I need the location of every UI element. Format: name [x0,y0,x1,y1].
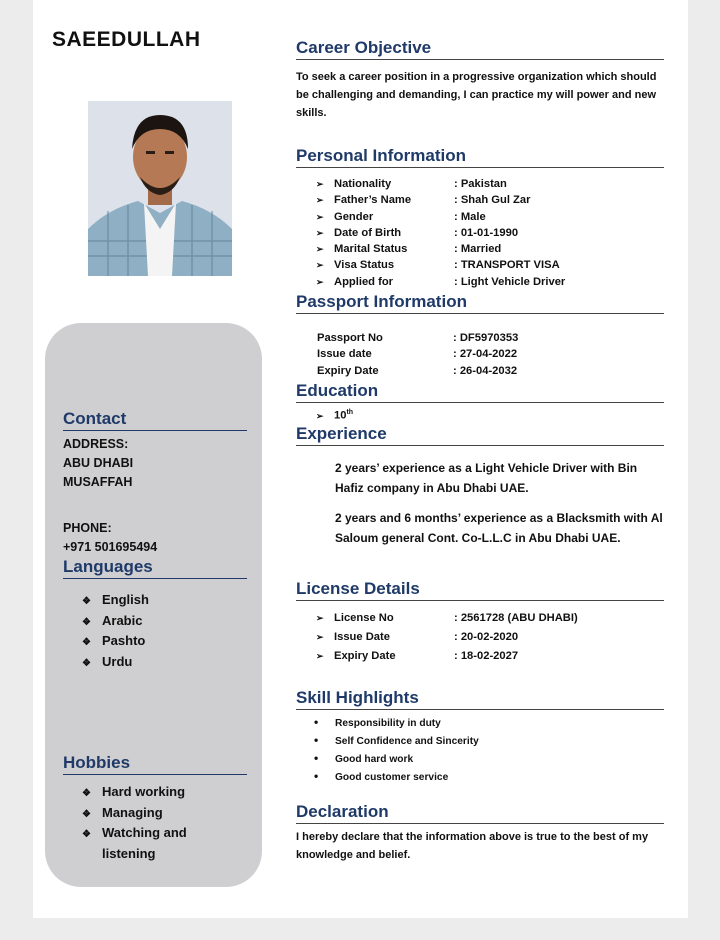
declaration-heading: Declaration [296,802,664,824]
table-row: ➢ Gender : Male [316,209,565,225]
contact-heading: Contact [63,409,247,431]
phone-block [63,519,157,557]
list-item: ❖ Arabic [82,612,149,633]
passport-info-heading: Passport Information [296,292,664,314]
candidate-name: SAEEDULLAH [52,28,201,51]
table-row: ➢ Nationality : Pakistan [316,176,565,192]
list-item: ❖ Managing [82,804,187,825]
personal-info-heading: Personal Information [296,146,664,168]
career-objective-heading: Career Objective [296,38,664,60]
arrow-bullet-icon: ➢ [316,211,324,222]
skills-list [314,714,479,786]
profile-photo [88,101,232,276]
diamond-bullet-icon: ❖ [82,829,91,840]
license-table [316,609,578,666]
diamond-bullet-icon: ❖ [82,788,91,799]
arrow-bullet-icon: ➢ [316,410,324,421]
table-row: Expiry Date : 26-04-2032 [317,364,518,377]
hobbies-heading: Hobbies [63,753,247,775]
arrow-bullet-icon: ➢ [316,632,324,642]
arrow-bullet-icon: ➢ [316,276,324,287]
declaration-text: I hereby declare that the information above is true to the best of my knowledge and belief. [296,831,649,861]
bullet-dot-icon: • [314,751,319,765]
phone-label: PHONE: [63,521,112,535]
table-row: ➢ Visa Status : TRANSPORT VISA [316,257,565,273]
education-item: ➢ 10th [316,405,353,424]
personal-info-table [316,176,565,290]
career-objective-text: To seek a career position in a progressive organization which should be challenging and demanding, I can practice my will power and new skills. [296,71,657,119]
table-row: ➢ License No : 2561728 (ABU DHABI) [316,609,578,628]
arrow-bullet-icon: ➢ [316,227,324,238]
list-item: ❖ Urdu [82,653,149,674]
languages-list [82,591,149,673]
diamond-bullet-icon: ❖ [82,808,91,820]
list-item: ❖ Pashto [82,632,149,653]
table-row: ➢ Marital Status : Married [316,241,565,257]
arrow-bullet-icon: ➢ [316,244,324,255]
list-item: • Good hard work [314,751,414,765]
diamond-bullet-icon: ❖ [82,616,91,628]
person-portrait-icon [88,101,232,276]
list-item: • Good customer service [314,769,449,783]
license-heading: License Details [296,579,664,601]
diamond-bullet-icon: ❖ [82,637,91,648]
experience-item: 2 years’ experience as a Light Vehicle Driver with Bin Hafiz company in Abu Dhabi UAE. [335,461,638,495]
hobbies-list [82,783,187,865]
table-row: ➢ Issue Date : 20-02-2020 [316,628,578,647]
address-line: MUSAFFAH [63,475,133,489]
skills-heading: Skill Highlights [296,688,664,710]
table-row: Issue date : 27-04-2022 [317,348,518,361]
address-label: ADDRESS: [63,437,129,451]
arrow-bullet-icon: ➢ [316,179,324,189]
table-row: ➢ Applied for : Light Vehicle Driver [316,274,565,290]
arrow-bullet-icon: ➢ [316,260,324,271]
phone-number: +971 501695494 [63,540,158,554]
list-item: • Self Confidence and Sincerity [314,733,479,747]
list-item: ❖ Hard working [82,783,187,804]
table-row: ➢ Date of Birth : 01-01-1990 [316,225,565,241]
languages-heading: Languages [63,557,247,579]
table-row: ➢ Father’s Name : Shah Gul Zar [316,192,565,208]
table-row: ➢ Expiry Date : 18-02-2027 [316,647,578,666]
table-row: Passport No : DF5970353 [317,332,519,344]
list-item: ❖ English [82,591,149,612]
passport-info-table [317,330,518,379]
diamond-bullet-icon: ❖ [82,596,91,607]
bullet-dot-icon: • [314,769,319,783]
diamond-bullet-icon: ❖ [82,657,91,669]
address-line: ABU DHABI [63,456,134,470]
bullet-dot-icon: • [314,715,319,729]
experience-item: 2 years and 6 months’ experience as a Blacksmith with Al Saloum general Cont. Co-L.L.C in Abu Dhabi UAE. [335,511,663,545]
list-item: listening [102,845,156,861]
arrow-bullet-icon: ➢ [316,613,324,623]
bullet-dot-icon: • [314,733,319,747]
education-heading: Education [296,381,664,403]
arrow-bullet-icon: ➢ [316,195,324,206]
address-block [63,435,133,492]
list-item: • Responsibility in duty [314,715,441,729]
list-item: ❖ Watching and [82,824,187,845]
experience-heading: Experience [296,424,664,446]
arrow-bullet-icon: ➢ [316,651,324,661]
